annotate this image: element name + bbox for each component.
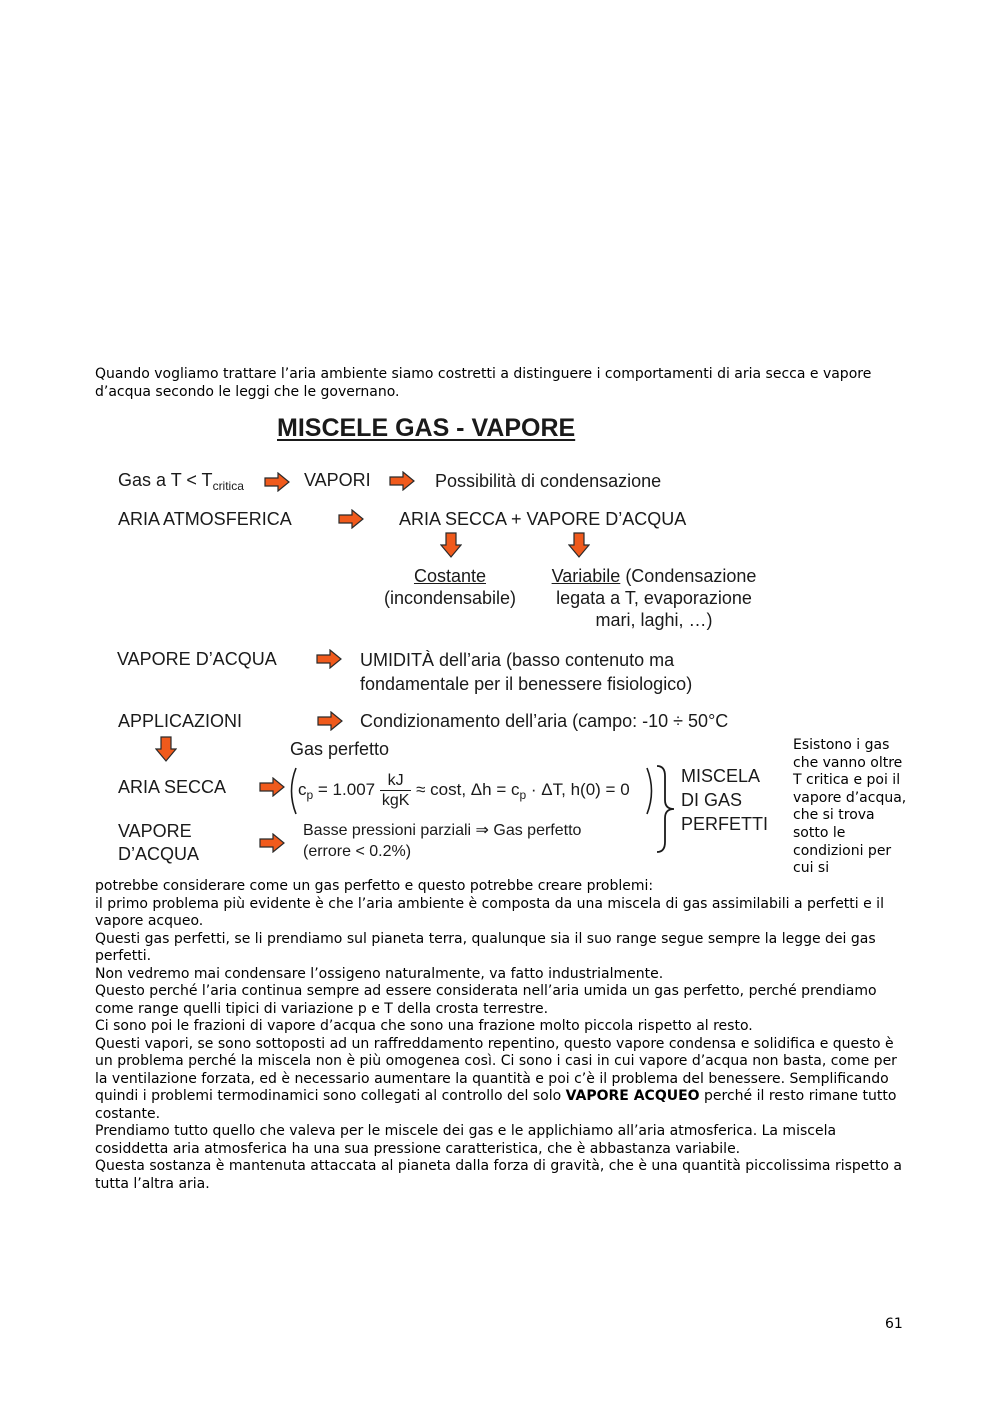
right-arrow-icon: [316, 649, 342, 669]
vapore-acqua-label: VAPORE D’ACQUA: [117, 649, 277, 669]
paragraph: Questo perché l’aria continua sempre ad essere considerata nell’aria umida un gas perfetto, perché prendiamo come range quelli tipici di variazione p e T della crosta terrestre.: [95, 983, 877, 1017]
kj-kgk-fraction: $\frac{kJ}{\text{kgK}}$: [381, 772, 410, 809]
basse-pressioni-block: Basse pressioni parziali ⇒ Gas perfetto (errore < 0.2%): [303, 822, 582, 860]
applicazioni-label: APPLICAZIONI: [118, 711, 243, 731]
gas-critica-label: Gas a $T < T_{critica}$: [118, 470, 244, 493]
main-text: [95, 878, 907, 1193]
costante-body: (incondensabile): [383, 588, 517, 608]
variabile-line1: Variabile (Condensazione: [551, 566, 757, 586]
paragraph: Prendiamo tutto quello che valeva per le miscele dei gas e le applichiamo all’aria atmosferica. La miscela cosiddetta aria atmosferica ha una sua pressione caratteristica, che è abbastanza variabile.: [95, 1123, 837, 1157]
condensazione-label: Possibilità di condensazione: [435, 471, 662, 491]
variabile-line2: legata a T, evaporazione: [556, 588, 752, 608]
variabile-line3: mari, laghi, …): [595, 610, 713, 630]
page-number: 61: [885, 1316, 903, 1332]
right-arrow-icon: [389, 471, 415, 491]
paragraph: il primo problema più evidente è che l’aria ambiente è composta da una miscela di gas assimilabili a perfetti e il vapore acqueo.: [95, 895, 884, 929]
vapore-acqua-block: VAPORE D’ACQUA: [118, 821, 200, 864]
left-paren-icon: [286, 766, 298, 816]
paragraph-vapori: Questi vapori, se sono sottoposti ad un raffreddamento repentino, questo vapore condensa e solidifica e questo è un problema perché la miscela non è più omogenea così. Ci sono i casi in cui vapore d’acqua non basta, come per la ventilazione forzata, ed è necessario aumentare la quantità e poi c’è il problema del benessere. Semplificando quindi i problemi termodinamici sono collegati al controllo del solo VAPORE ACQUEO perché il resto rimane tutto costante.: [95, 1035, 897, 1122]
cp-formula: $c_p = 1.007$ $\frac{kJ}{\text{kgK}}$ ≈ cost, $\Delta h = c_p \cdot \Delta T$, h(0) = 0: [298, 772, 630, 809]
paragraph: Non vedremo mai condensare l’ossigeno naturalmente, va fatto industrialmente.: [95, 965, 664, 982]
down-arrow-icon: [155, 736, 177, 762]
right-arrow-icon: [259, 777, 285, 797]
right-arrow-icon: [264, 472, 290, 492]
condizionamento-label: Condizionamento dell’aria (campo: -10 ÷ 50°C: [360, 711, 729, 731]
umidita-line2: fondamentale per il benessere fisiologico): [360, 674, 693, 694]
paragraph: Questa sostanza è mantenuta attaccata al pianeta dalla forza di gravità, che è una quantità piccolissima rispetto a tutta l’altra aria.: [95, 1158, 902, 1192]
miscela-gas-perfetti: MISCELA DI GAS PERFETTI: [681, 766, 769, 834]
paragraph: potrebbe considerare come un gas perfetto e questo potrebbe creare problemi:: [95, 878, 654, 894]
aria-atmosferica-label: ARIA ATMOSFERICA: [118, 509, 292, 529]
right-arrow-icon: [259, 833, 285, 853]
figure-title: MISCELE GAS - VAPORE: [277, 414, 576, 442]
paragraph: Ci sono poi le frazioni di vapore d’acqua che sono una frazione molto piccola rispetto al resto.: [95, 1018, 753, 1034]
paragraph: Questi gas perfetti, se li prendiamo sul pianeta terra, qualunque sia il suo range segue sempre la legge dei gas perfetti.: [95, 930, 876, 964]
costante-block: [376, 565, 524, 609]
umidita-line1: UMIDITÀ dell’aria (basso contenuto ma: [360, 650, 675, 670]
variabile-block: [538, 565, 770, 631]
right-arrow-icon: [317, 711, 343, 731]
side-note: Esistono i gas che vanno oltre T critica e poi il vapore d’acqua, che si trova sotto le condizioni per cui si: [793, 737, 907, 877]
curly-brace-icon: [654, 764, 678, 854]
down-arrow-icon: [568, 532, 590, 558]
vapori-label: VAPORI: [304, 470, 371, 490]
costante-heading: Costante: [413, 566, 487, 586]
aria-secca-label: ARIA SECCA: [118, 777, 227, 797]
gas-perfetto-label: Gas perfetto: [290, 739, 390, 759]
aria-secca-vapore-label: ARIA SECCA + VAPORE D’ACQUA: [399, 509, 687, 529]
umidita-block: [360, 649, 692, 695]
right-arrow-icon: [338, 509, 364, 529]
down-arrow-icon: [440, 532, 462, 558]
bold-vapore-acqueo: VAPORE ACQUEO: [565, 1088, 700, 1104]
intro-paragraph: Quando vogliamo trattare l’aria ambiente siamo costretti a distinguere i comportamenti di aria secca e vapore d’acqua secondo le leggi che le governano.: [95, 366, 872, 400]
